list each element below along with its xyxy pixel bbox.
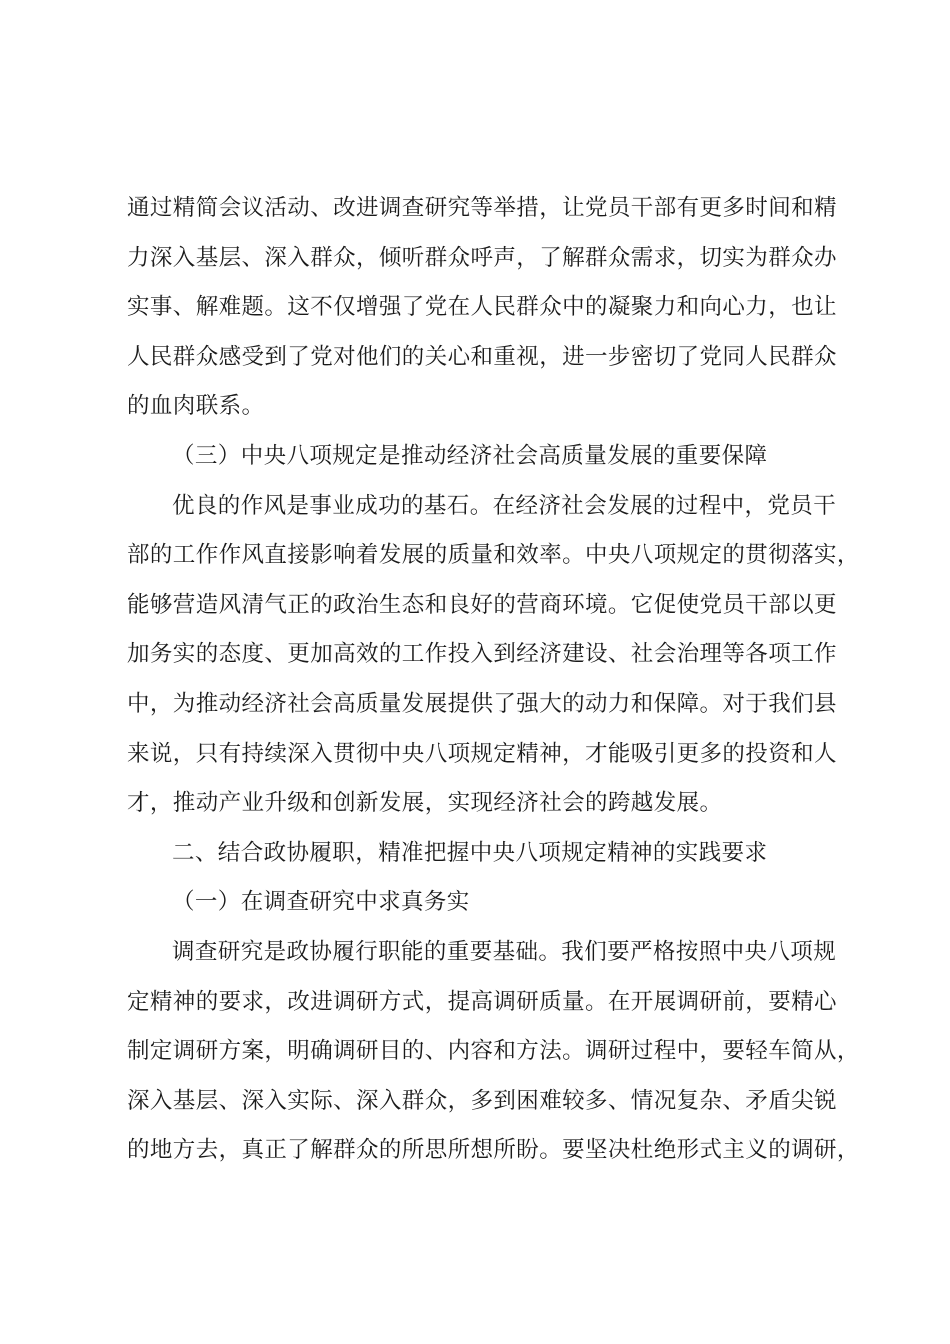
text-line: 深入基层、深入实际、深入群众，多到困难较多、情况复杂、矛盾尖锐 bbox=[127, 1087, 837, 1114]
text-line: 实事、解难题。这不仅增强了党在人民群众中的凝聚力和向心力，也让 bbox=[127, 294, 837, 321]
text-line: 部的工作作风直接影响着发展的质量和效率。中央八项规定的贯彻落实， bbox=[127, 542, 860, 569]
text-line: 定精神的要求，改进调研方式，提高调研质量。在开展调研前，要精心 bbox=[127, 988, 837, 1015]
subheading-text: （三）中央八项规定是推动经济社会高质量发展的重要保障 bbox=[172, 442, 768, 469]
body-paragraph bbox=[127, 184, 853, 432]
text-line: 能够营造风清气正的政治生态和良好的营商环境。它促使党员干部以更 bbox=[127, 591, 837, 618]
text-line: 调查研究是政协履行职能的重要基础。我们要严格按照中央八项规 bbox=[172, 938, 837, 965]
text-line: 人民群众感受到了党对他们的关心和重视，进一步密切了党同人民群众 bbox=[127, 343, 837, 370]
text-line: 才，推动产业升级和创新发展，实现经济社会的跨越发展。 bbox=[127, 790, 723, 817]
subheading-text: （一）在调查研究中求真务实 bbox=[172, 889, 470, 916]
section-heading bbox=[127, 829, 853, 879]
document-body bbox=[127, 184, 860, 1176]
body-paragraph bbox=[127, 482, 860, 829]
text-line: 来说，只有持续深入贯彻中央八项规定精神，才能吸引更多的投资和人 bbox=[127, 740, 837, 767]
text-line: 的地方去，真正了解群众的所思所想所盼。要坚决杜绝形式主义的调研， bbox=[127, 1137, 860, 1164]
text-line: 力深入基层、深入群众，倾听群众呼声，了解群众需求，切实为群众办 bbox=[127, 244, 837, 271]
heading-text: 二、结合政协履职，精准把握中央八项规定精神的实践要求 bbox=[172, 839, 768, 866]
text-line: 中，为推动经济社会高质量发展提供了强大的动力和保障。对于我们县 bbox=[127, 690, 837, 717]
section-subheading bbox=[127, 432, 853, 482]
body-paragraph bbox=[127, 928, 860, 1176]
text-line: 制定调研方案，明确调研目的、内容和方法。调研过程中，要轻车简从， bbox=[127, 1038, 860, 1065]
section-subheading bbox=[127, 878, 853, 928]
text-line: 优良的作风是事业成功的基石。在经济社会发展的过程中，党员干 bbox=[172, 492, 837, 519]
text-line: 的血肉联系。 bbox=[127, 393, 265, 420]
text-line: 加务实的态度、更加高效的工作投入到经济建设、社会治理等各项工作 bbox=[127, 641, 837, 668]
text-line: 通过精简会议活动、改进调查研究等举措，让党员干部有更多时间和精 bbox=[127, 195, 837, 221]
